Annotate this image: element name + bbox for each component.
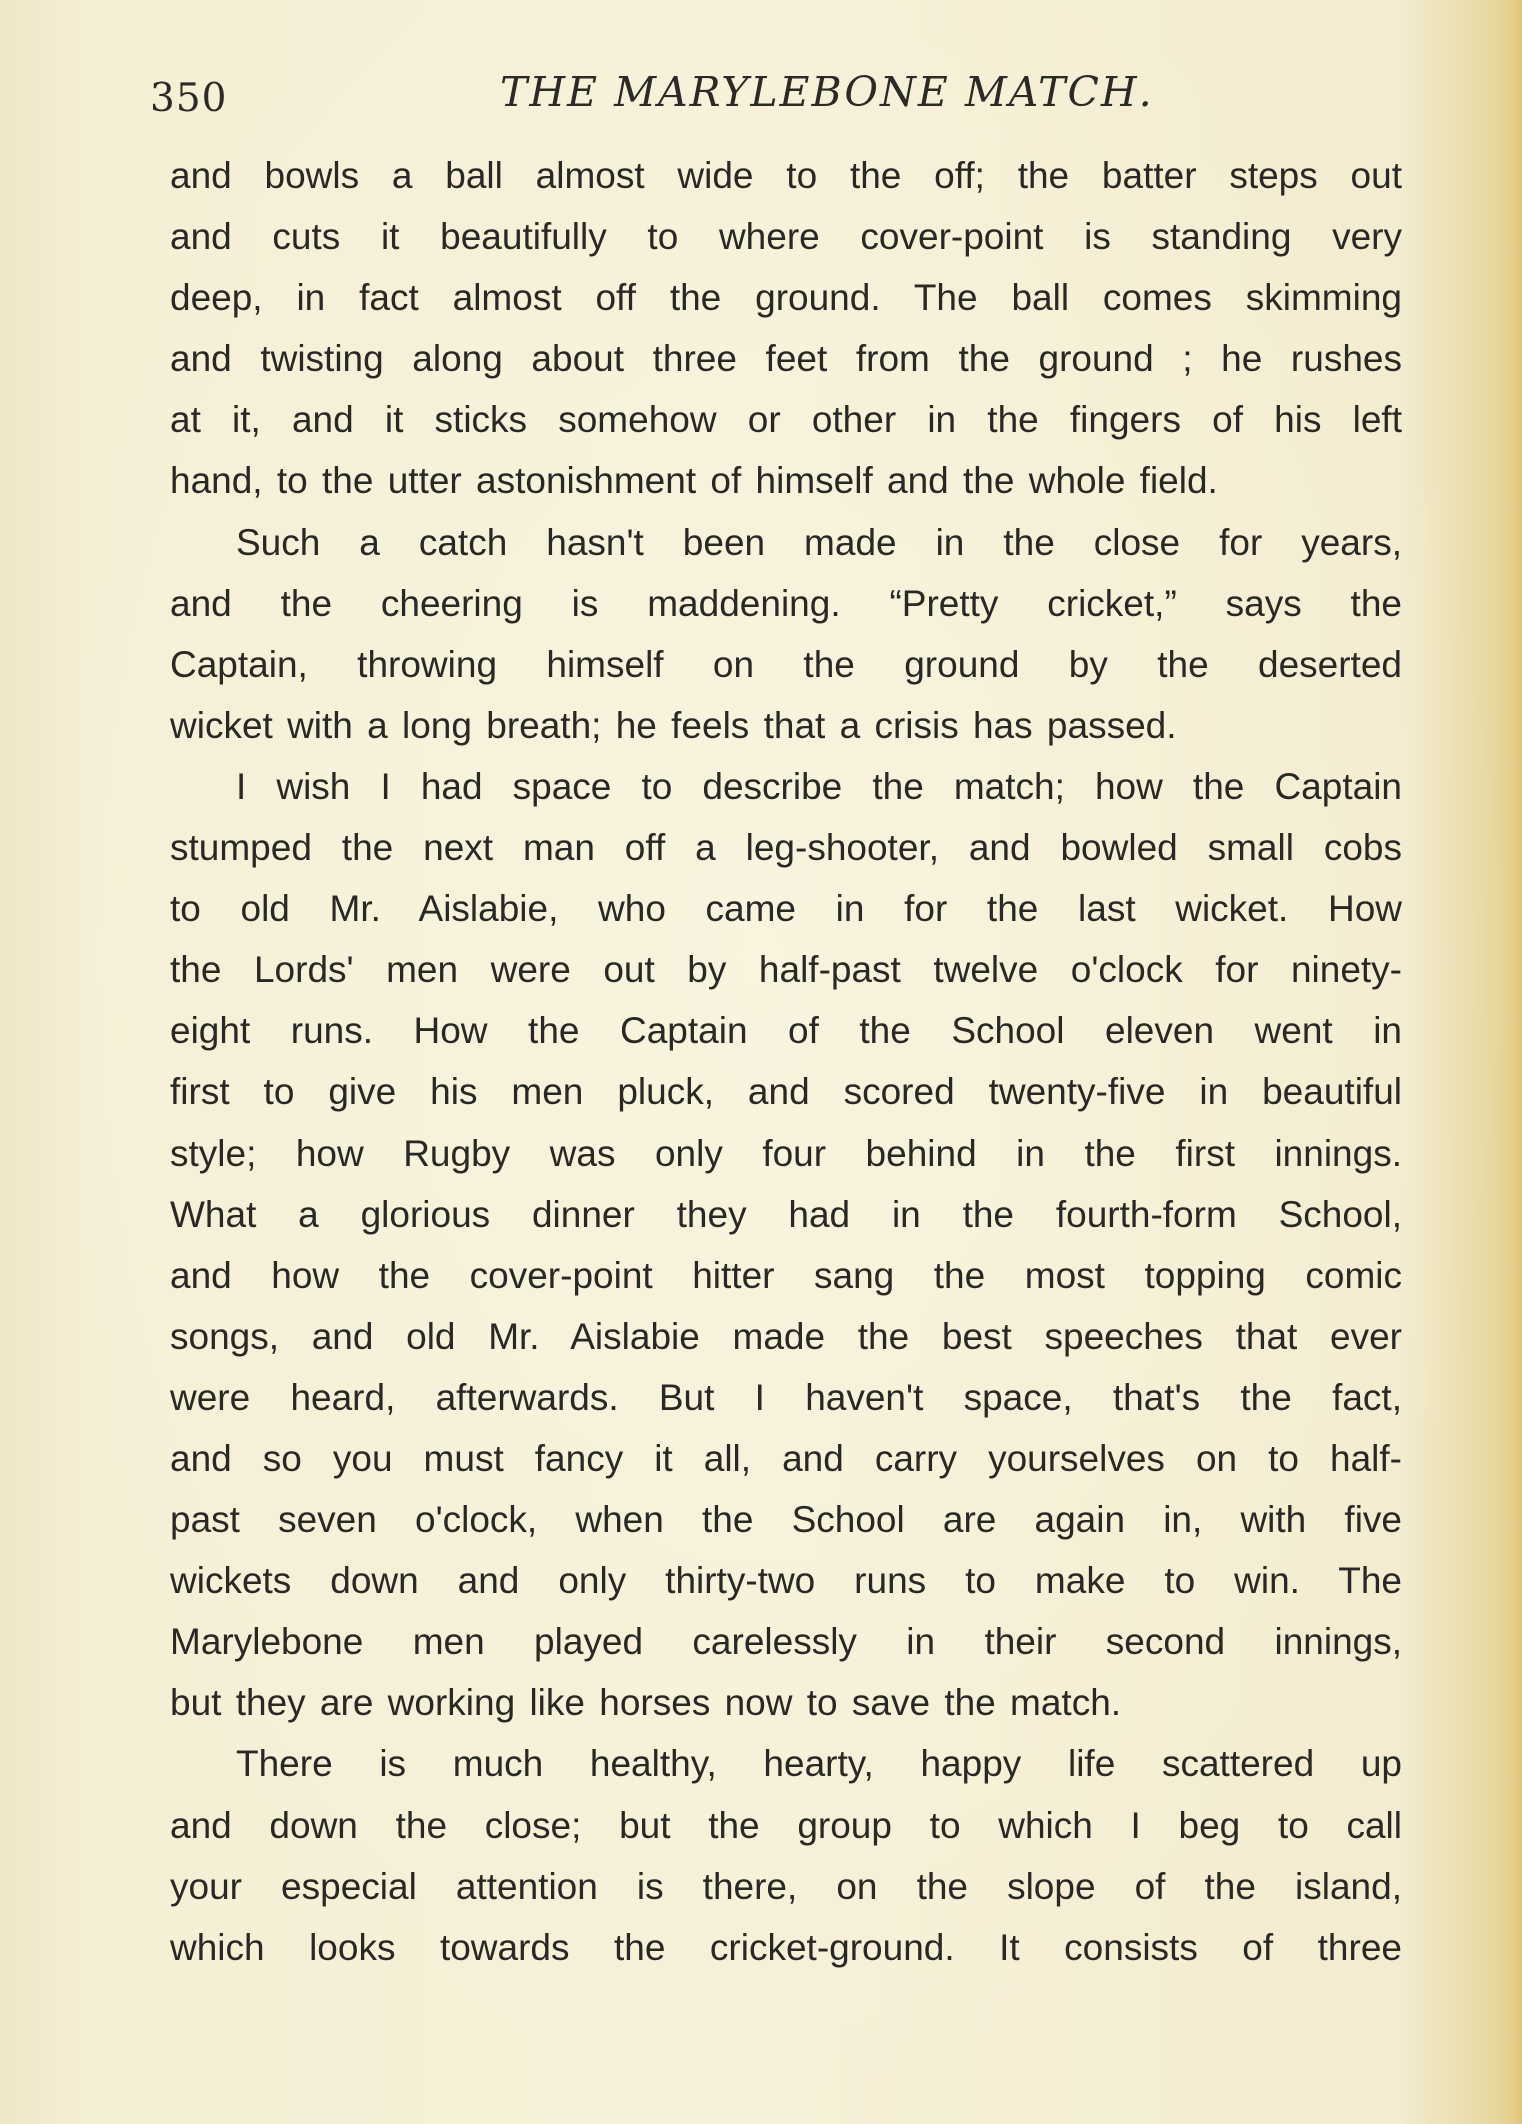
text-line: eight runs. How the Captain of the School eleven went in	[170, 1010, 1402, 1052]
text-line: first to give his men pluck, and scored twenty-five in beautiful	[170, 1071, 1402, 1113]
text-line: past seven o'clock, when the School are again in, with five	[170, 1499, 1402, 1541]
text-line: to old Mr. Aislabie, who came in for the last wicket. How	[170, 888, 1402, 930]
text-line: and bowls a ball almost wide to the off; the batter steps out	[170, 155, 1402, 196]
text-line: and down the close; but the group to which I beg to call	[170, 1804, 1402, 1846]
paragraph	[170, 145, 1402, 512]
paragraph	[170, 756, 1402, 1734]
text-line: and the cheering is maddening. “Pretty cricket,” says the	[170, 582, 1402, 624]
text-line: wicket with a long breath; he feels that a crisis has passed.	[170, 704, 1177, 746]
text-line: Captain, throwing himself on the ground by the deserted	[170, 643, 1402, 685]
text-line: I wish I had space to describe the match; how the Captain	[236, 765, 1402, 807]
text-line: were heard, afterwards. But I haven't space, that's the fact,	[170, 1376, 1402, 1418]
running-head: THE MARYLEBONE MATCH.	[500, 68, 1154, 116]
text-line: which looks towards the cricket-ground. It consists of three	[170, 1926, 1402, 1968]
text-line: style; how Rugby was only four behind in the first innings.	[170, 1132, 1402, 1174]
text-line: deep, in fact almost off the ground. The ball comes skimming	[170, 277, 1402, 319]
paragraph	[170, 512, 1402, 756]
text-line: and how the cover-point hitter sang the most topping comic	[170, 1254, 1402, 1296]
text-line: Such a catch hasn't been made in the close for years,	[236, 521, 1402, 563]
text-line: What a glorious dinner they had in the fourth-form School,	[170, 1193, 1402, 1235]
page-number: 350	[150, 76, 228, 121]
page-edge-shadow	[1500, 0, 1522, 2124]
text-line: wickets down and only thirty-two runs to make to win. The	[170, 1560, 1402, 1602]
body-text	[170, 145, 1402, 1978]
text-line: Marylebone men played carelessly in their second innings,	[170, 1621, 1402, 1663]
text-line: and cuts it beautifully to where cover-point is standing very	[170, 216, 1402, 258]
text-line: at it, and it sticks somehow or other in the fingers of his left	[170, 399, 1402, 441]
page-header	[150, 68, 1400, 128]
text-line: the Lords' men were out by half-past twelve o'clock for ninety-	[170, 949, 1402, 991]
text-line: your especial attention is there, on the slope of the island,	[170, 1865, 1402, 1907]
text-line: stumped the next man off a leg-shooter, and bowled small cobs	[170, 827, 1402, 869]
text-line: but they are working like horses now to save the match.	[170, 1682, 1122, 1724]
text-line: hand, to the utter astonishment of himself and the whole field.	[170, 460, 1218, 502]
paragraph	[170, 1733, 1402, 1977]
text-line: songs, and old Mr. Aislabie made the best speeches that ever	[170, 1315, 1402, 1357]
text-line: There is much healthy, hearty, happy life scattered up	[236, 1743, 1402, 1785]
text-line: and twisting along about three feet from the ground ; he rushes	[170, 338, 1402, 380]
text-line: and so you must fancy it all, and carry yourselves on to half-	[170, 1437, 1402, 1479]
